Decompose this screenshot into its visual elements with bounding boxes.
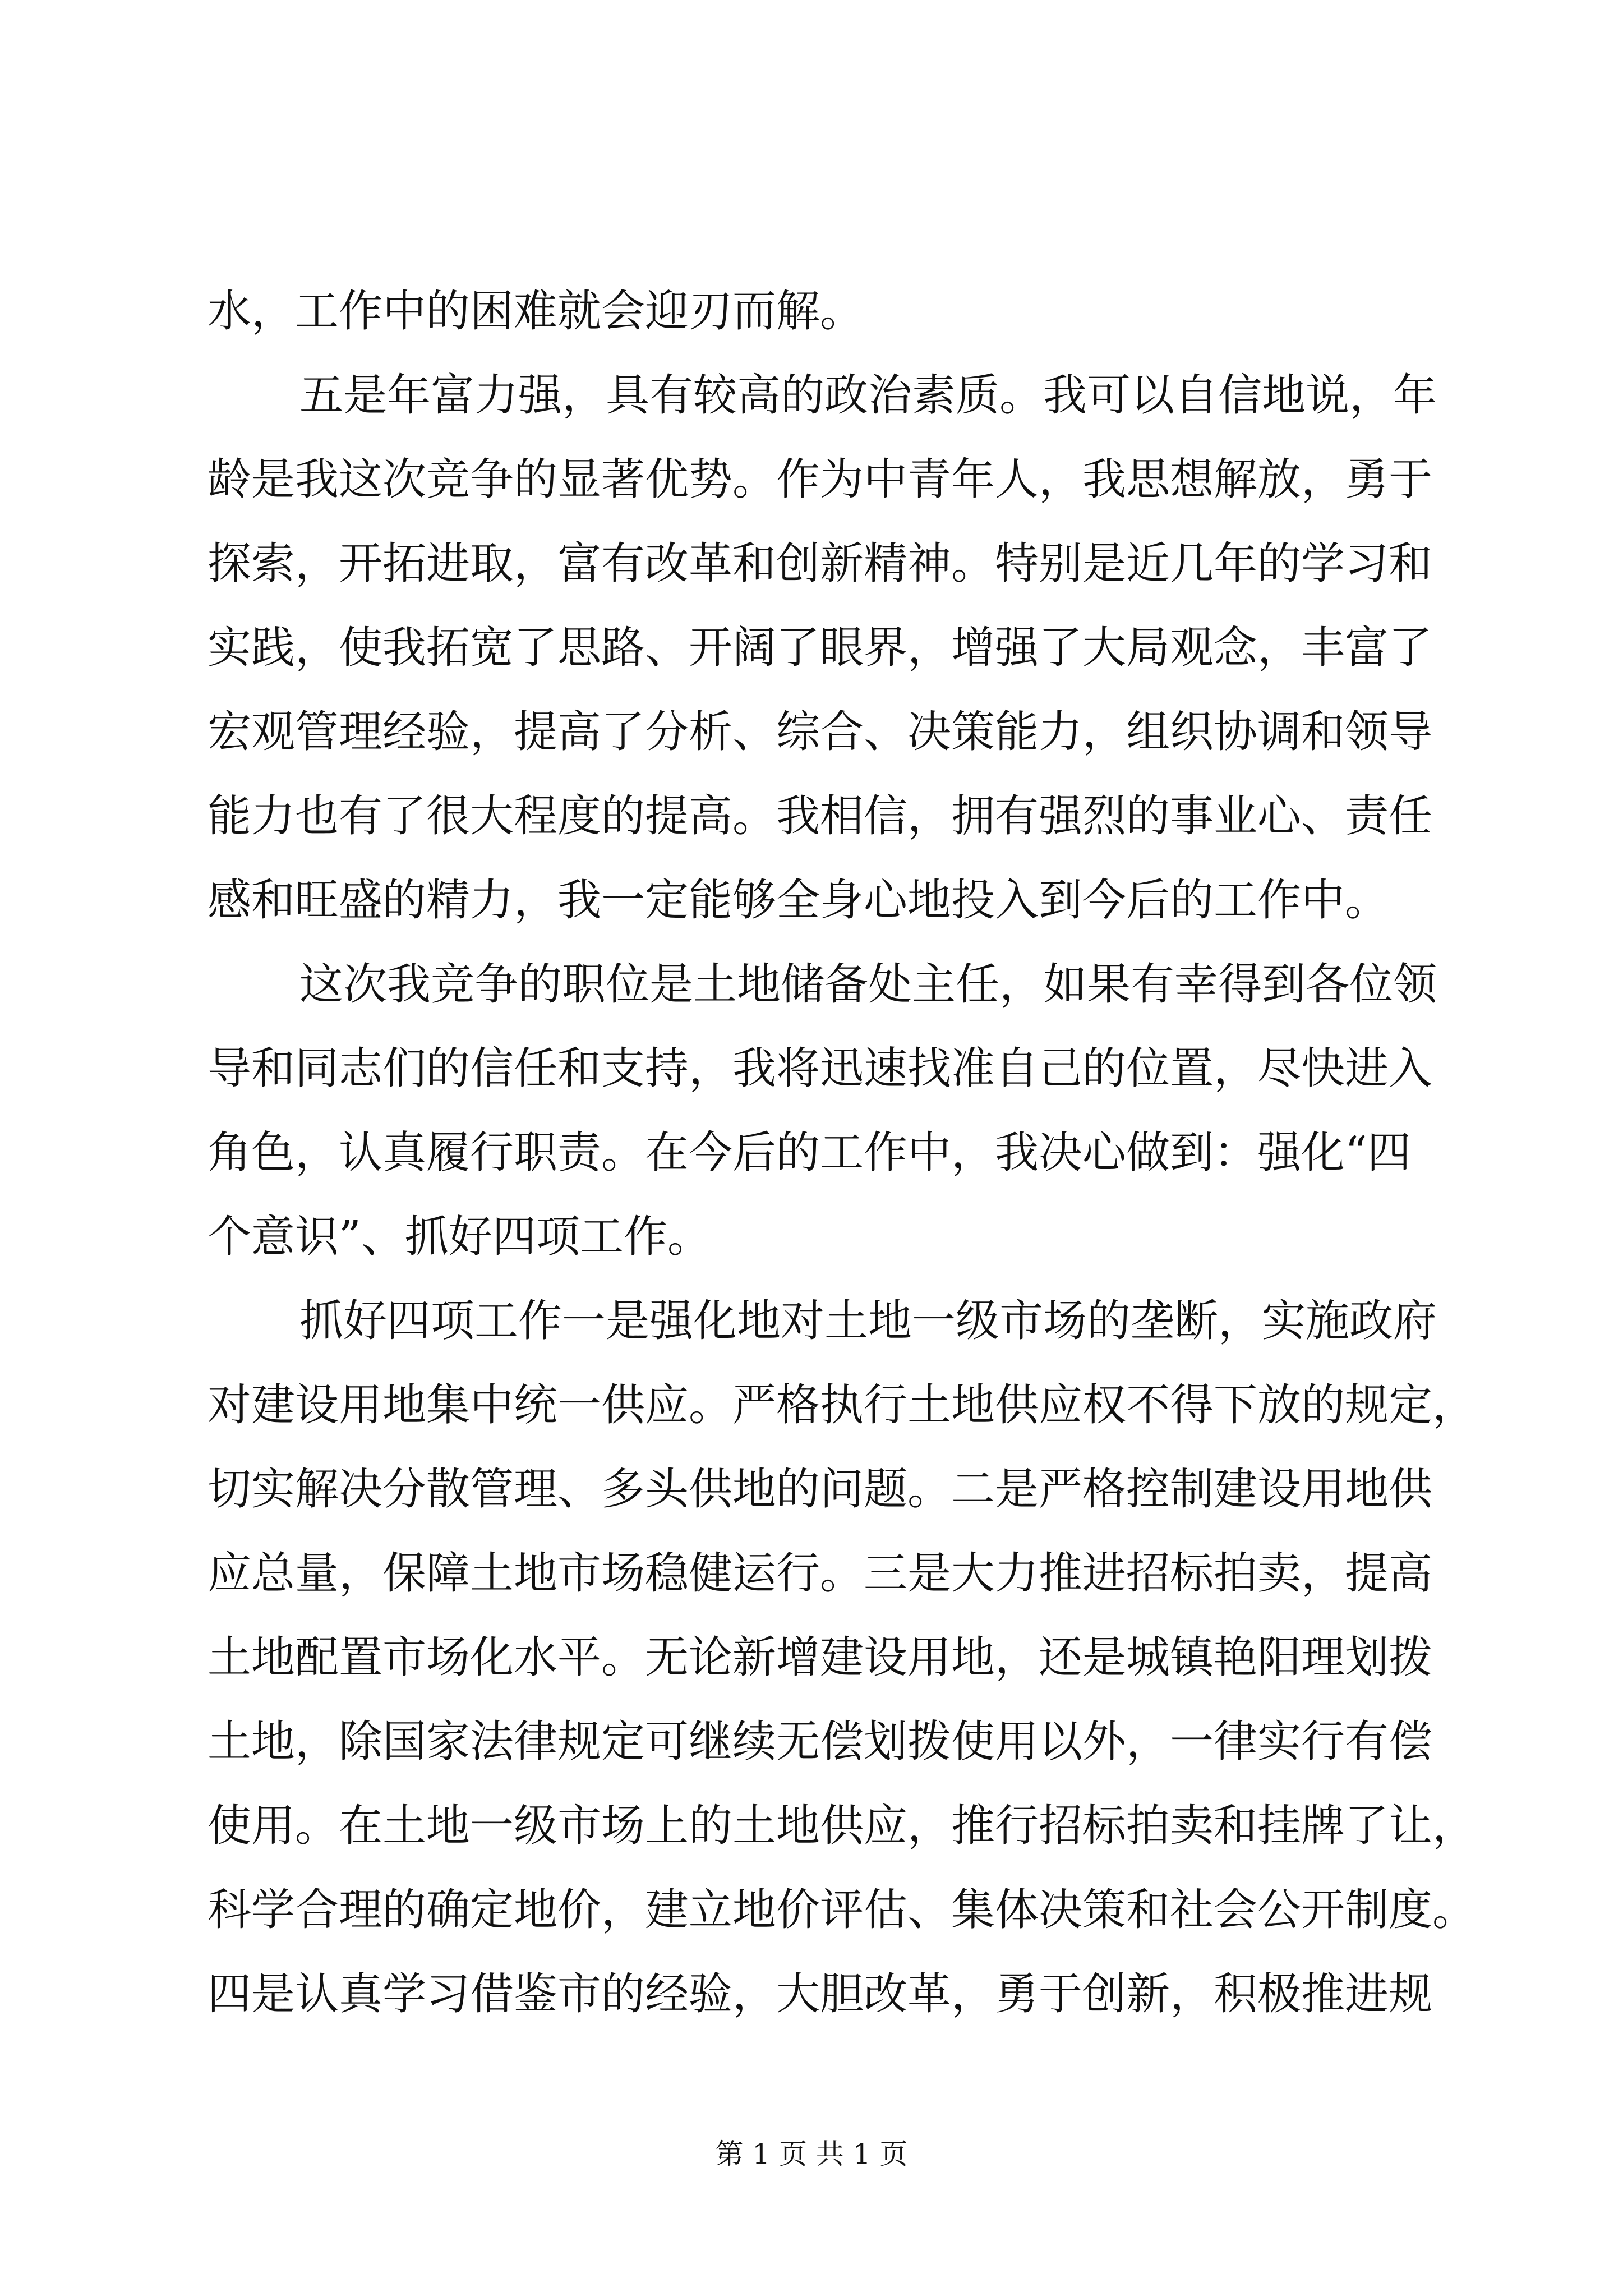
text-line: 角色，认真履行职责。在今后的工作中，我决心做到：强化“四 — [208, 1128, 1411, 1178]
paragraph-first-line: 这次我竞争的职位是土地储备处主任，如果有幸得到各位领 — [299, 959, 1437, 1010]
text-line: 探索，开拓进取，富有改革和创新精神。特别是近几年的学习和 — [208, 539, 1433, 589]
text-line: 龄是我这次竞争的显著优势。作为中青年人，我思想解放，勇于 — [208, 454, 1433, 505]
text-line: 切实解决分散管理、多头供地的问题。二是严格控制建设用地供 — [208, 1464, 1433, 1515]
text-line: 科学合理的确定地价，建立地价评估、集体决策和社会公开制度。 — [208, 1885, 1477, 1935]
text-line: 导和同志们的信任和支持，我将迅速找准自己的位置，尽快进入 — [208, 1043, 1433, 1094]
text-line: 四是认真学习借鉴市的经验，大胆改革，勇于创新，积极推进规 — [208, 1969, 1433, 2019]
text-line: 宏观管理经验，提高了分析、综合、决策能力，组织协调和领导 — [208, 707, 1433, 757]
text-line: 使用。在土地一级市场上的土地供应，推行招标拍卖和挂牌了让， — [208, 1801, 1477, 1851]
paragraph-first-line: 抓好四项工作一是强化地对土地一级市场的垄断，实施政府 — [299, 1296, 1437, 1346]
page-number-footer: 第 1 页 共 1 页 — [715, 2138, 908, 2170]
text-line: 水，工作中的困难就会迎刃而解。 — [208, 286, 864, 337]
text-line: 土地配置市场化水平。无论新增建设用地，还是城镇艳阳理划拨 — [208, 1632, 1433, 1683]
text-line: 能力也有了很大程度的提高。我相信，拥有强烈的事业心、责任 — [208, 791, 1433, 841]
text-line: 实践，使我拓宽了思路、开阔了眼界，增强了大局观念，丰富了 — [208, 623, 1433, 673]
body-text — [208, 269, 1477, 2036]
text-line: 土地，除国家法律规定可继续无偿划拨使用以外，一律实行有偿 — [208, 1717, 1433, 1767]
text-line: 个意识”、抓好四项工作。 — [208, 1212, 711, 1262]
text-line: 应总量，保障土地市场稳健运行。三是大力推进招标拍卖，提高 — [208, 1548, 1433, 1599]
text-line: 对建设用地集中统一供应。严格执行土地供应权不得下放的规定， — [208, 1380, 1477, 1430]
text-line: 感和旺盛的精力，我一定能够全身心地投入到今后的工作中。 — [208, 875, 1389, 926]
paragraph-first-line: 五是年富力强，具有较高的政治素质。我可以自信地说，年 — [299, 370, 1437, 421]
